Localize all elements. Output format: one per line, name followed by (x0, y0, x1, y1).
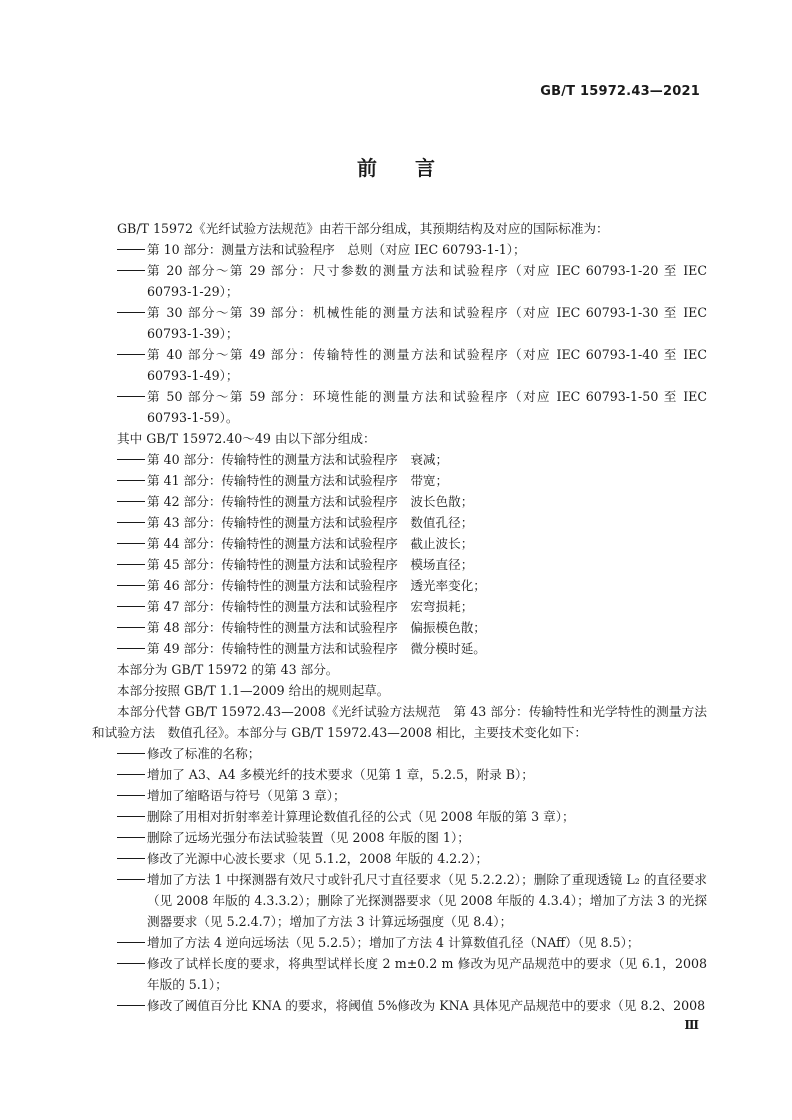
document-body (92, 218, 707, 1016)
list-item: 修改了标准的名称； (92, 743, 707, 764)
list-item: 增加了方法 4 逆向远场法（见 5.2.5）；增加了方法 4 计算数值孔径（NAff）（见 8.5）； (92, 932, 707, 953)
dash-marker (117, 270, 145, 271)
dash-marker (117, 585, 145, 586)
list-item: 第 49 部分：传输特性的测量方法和试验程序 微分模时延。 (92, 638, 707, 659)
dash-marker (117, 249, 145, 250)
dash-marker (117, 543, 145, 544)
list-item: 增加了方法 1 中探测器有效尺寸或针孔尺寸直径要求（见 5.2.2.2）；删除了重现透镜 L₂ 的直径要求（见 2008 年版的 4.3.3.2）；删除了光探测器要求（见 2008 年版的 4.3.4）；增加了方法 3 的光探测器要求（见 5.2.4.7）；增加了方法 3 计算远场强度（见 8.4）； (92, 869, 707, 932)
list-item: 第 40 部分：传输特性的测量方法和试验程序 衰减； (92, 449, 707, 470)
dash-marker (117, 879, 145, 880)
list-item: 第 30 部分～第 39 部分：机械性能的测量方法和试验程序（对应 IEC 60793-1-30 至 IEC 60793-1-39）； (92, 302, 707, 344)
list-item: 第 40 部分～第 49 部分：传输特性的测量方法和试验程序（对应 IEC 60793-1-40 至 IEC 60793-1-49）； (92, 344, 707, 386)
dash-marker (117, 858, 145, 859)
list-item: 第 41 部分：传输特性的测量方法和试验程序 带宽； (92, 470, 707, 491)
dash-marker (117, 837, 145, 838)
list-item: 第 47 部分：传输特性的测量方法和试验程序 宏弯损耗； (92, 596, 707, 617)
list-item: 第 44 部分：传输特性的测量方法和试验程序 截止波长； (92, 533, 707, 554)
dash-marker (117, 648, 145, 649)
dash-marker (117, 354, 145, 355)
replacement-paragraph: 本部分代替 GB/T 15972.43—2008《光纤试验方法规范 第 43 部分：传输特性和光学特性的测量方法和试验方法 数值孔径》。本部分与 GB/T 15972.43—2008 相比，主要技术变化如下： (92, 704, 707, 740)
dash-marker (117, 312, 145, 313)
page-title: 前言 (357, 156, 473, 180)
intro-paragraph: GB/T 15972《光纤试验方法规范》由若干部分组成，其预期结构及对应的国际标准为： (117, 221, 609, 236)
standard-number: GB/T 15972.43—2021 (540, 84, 700, 99)
dash-marker (117, 480, 145, 481)
dash-marker (117, 564, 145, 565)
drafting-rules-paragraph: 本部分按照 GB/T 1.1—2009 给出的规则起草。 (117, 683, 390, 698)
dash-marker (117, 396, 145, 397)
list-item: 第 43 部分：传输特性的测量方法和试验程序 数值孔径； (92, 512, 707, 533)
list-item: 第 48 部分：传输特性的测量方法和试验程序 偏振模色散； (92, 617, 707, 638)
dash-marker (117, 795, 145, 796)
dash-marker (117, 942, 145, 943)
list-item: 增加了 A3、A4 多模光纤的技术要求（见第 1 章，5.2.5，附录 B）； (92, 764, 707, 785)
list-item: 增加了缩略语与符号（见第 3 章）； (92, 785, 707, 806)
list-item: 第 50 部分～第 59 部分：环境性能的测量方法和试验程序（对应 IEC 60793-1-50 至 IEC 60793-1-59）。 (92, 386, 707, 428)
dash-marker (117, 459, 145, 460)
sub-intro-paragraph: 其中 GB/T 15972.40～49 由以下部分组成： (117, 431, 376, 446)
dash-marker (117, 963, 145, 964)
parts-list (92, 449, 707, 659)
list-item: 修改了试样长度的要求，将典型试样长度 2 m±0.2 m 修改为见产品规范中的要求（见 6.1，2008 年版的 5.1）； (92, 953, 707, 995)
dash-marker (117, 753, 145, 754)
list-item: 第 10 部分：测量方法和试验程序 总则（对应 IEC 60793-1-1）； (92, 239, 707, 260)
dash-marker (117, 606, 145, 607)
list-item: 删除了远场光强分布法试验装置（见 2008 年版的图 1）； (92, 827, 707, 848)
list-item: 修改了光源中心波长要求（见 5.1.2，2008 年版的 4.2.2）； (92, 848, 707, 869)
list-item: 删除了用相对折射率差计算理论数值孔径的公式（见 2008 年版的第 3 章）； (92, 806, 707, 827)
page-number: Ⅲ (684, 1018, 700, 1032)
list-item: 第 46 部分：传输特性的测量方法和试验程序 透光率变化； (92, 575, 707, 596)
dash-marker (117, 816, 145, 817)
list-item: 第 20 部分～第 29 部分：尺寸参数的测量方法和试验程序（对应 IEC 60793-1-20 至 IEC 60793-1-29）； (92, 260, 707, 302)
list-item: 第 42 部分：传输特性的测量方法和试验程序 波长色散； (92, 491, 707, 512)
series-list (92, 239, 707, 428)
dash-marker (117, 1005, 145, 1006)
dash-marker (117, 501, 145, 502)
list-item: 修改了阈值百分比 KNA 的要求，将阈值 5%修改为 KNA 具体见产品规范中的要求（见 8.2、2008 (92, 995, 707, 1016)
part-number-paragraph: 本部分为 GB/T 15972 的第 43 部分。 (117, 662, 339, 677)
dash-marker (117, 522, 145, 523)
changes-list (92, 743, 707, 1016)
list-item: 第 45 部分：传输特性的测量方法和试验程序 模场直径； (92, 554, 707, 575)
dash-marker (117, 627, 145, 628)
dash-marker (117, 774, 145, 775)
